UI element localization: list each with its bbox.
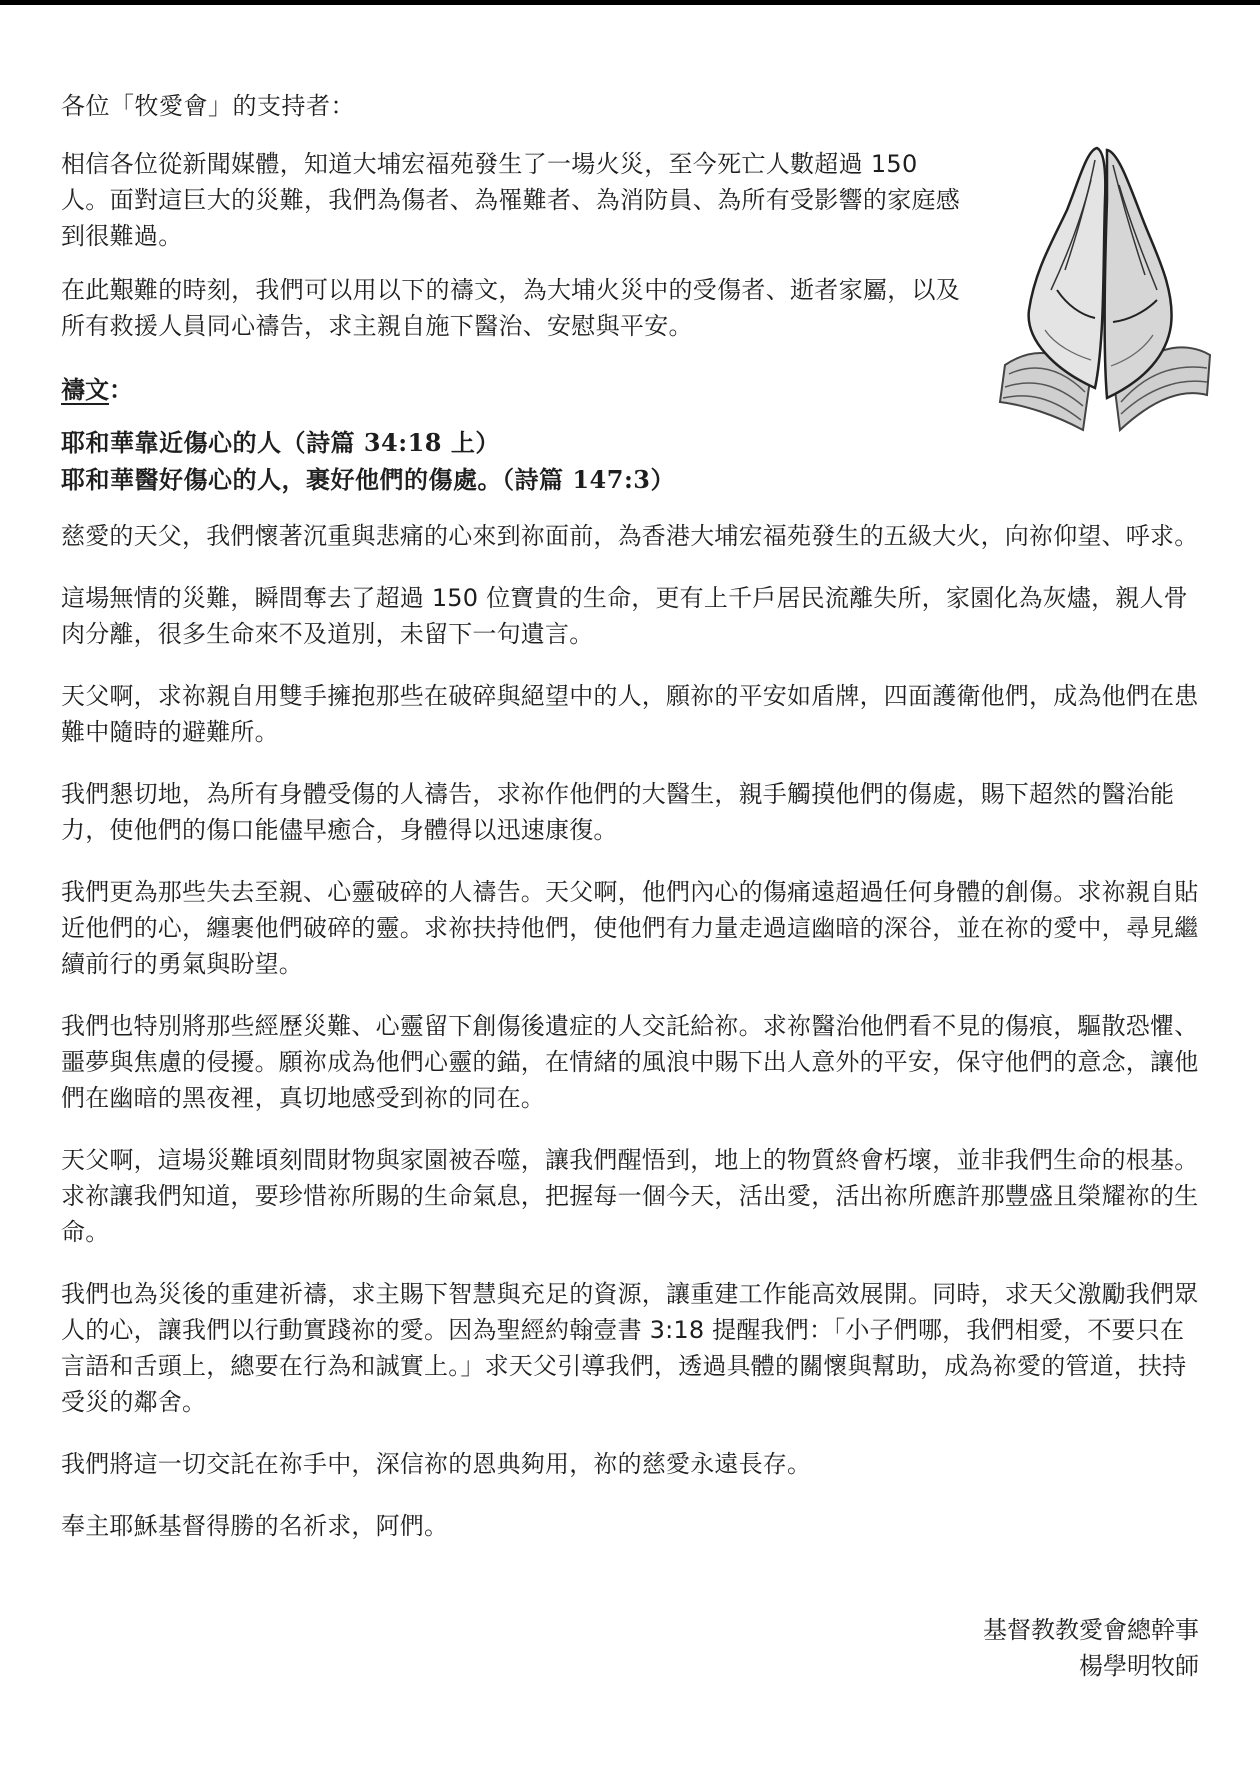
prayer-heading-colon: ：: [109, 375, 133, 404]
praying-hands-icon: [995, 140, 1215, 450]
signature-title: 基督教教愛會總幹事: [983, 1616, 1199, 1644]
greeting: 各位「牧愛會」的支持者：: [61, 92, 355, 120]
prayer-paragraph: 我們也為災後的重建祈禱，求主賜下智慧與充足的資源，讓重建工作能高效展開。同時，求天父激勵我們眾人的心，讓我們以行動實踐祢的愛。因為聖經約翰壹書 3:18 提醒我們：「小子們哪，我們相愛，不要只在言語和舌頭上，總要在行為和誠實上。」求天父引導我們，透過具體的關懷與幫助，成為祢愛的管道，扶持受災的鄰舍。: [61, 1280, 1199, 1416]
prayer-paragraph: 我們更為那些失去至親、心靈破碎的人禱告。天父啊，他們內心的傷痛遠超過任何身體的創傷。求祢親自貼近他們的心，纏裹他們破碎的靈。求祢扶持他們，使他們有力量走過這幽暗的深谷，並在祢的愛中，尋見繼續前行的勇氣與盼望。: [61, 878, 1199, 978]
prayer-paragraph: 天父啊，求祢親自用雙手擁抱那些在破碎與絕望中的人，願祢的平安如盾牌，四面護衛他們，成為他們在患難中隨時的避難所。: [61, 682, 1199, 746]
prayer-paragraph: 天父啊，這場災難頃刻間財物與家園被吞噬，讓我們醒悟到，地上的物質終會朽壞，並非我們生命的根基。求祢讓我們知道，要珍惜祢所賜的生命氣息，把握每一個今天，活出愛，活出祢所應許那豐盛且榮耀祢的生命。: [61, 1146, 1199, 1246]
prayer-paragraph: 我們也特別將那些經歷災難、心靈留下創傷後遺症的人交託給祢。求祢醫治他們看不見的傷痕，驅散恐懼、噩夢與焦慮的侵擾。願祢成為他們心靈的錨，在情緒的風浪中賜下出人意外的平安，保守他們的意念，讓他們在幽暗的黑夜裡，真切地感受到祢的同在。: [61, 1012, 1199, 1112]
verse-psalm-147: 耶和華醫好傷心的人，裹好他們的傷處。（詩篇 147:3）: [61, 465, 676, 494]
prayer-heading-label: 禱文: [61, 375, 109, 404]
verse-psalm-34: 耶和華靠近傷心的人（詩篇 34:18 上）: [61, 428, 500, 457]
intro-paragraph-1: 相信各位從新聞媒體，知道大埔宏福苑發生了一場火災，至今死亡人數超過 150 人。面對這巨大的災難，我們為傷者、為罹難者、為消防員、為所有受影響的家庭感到很難過。: [61, 150, 961, 250]
prayer-closing: 奉主耶穌基督得勝的名祈求，阿們。: [61, 1512, 449, 1540]
prayer-paragraph: 我們將這一切交託在祢手中，深信祢的恩典夠用，祢的慈愛永遠長存。: [61, 1450, 812, 1478]
prayer-paragraph: 我們懇切地，為所有身體受傷的人禱告，求祢作他們的大醫生，親手觸摸他們的傷處，賜下超然的醫治能力，使他們的傷口能儘早癒合，身體得以迅速康復。: [61, 780, 1175, 844]
intro-paragraph-2: 在此艱難的時刻，我們可以用以下的禱文，為大埔火災中的受傷者、逝者家屬，以及所有救援人員同心禱告，求主親自施下醫治、安慰與平安。: [61, 276, 961, 340]
signature-block: [983, 1612, 1199, 1684]
prayer-paragraph: 慈愛的天父，我們懷著沉重與悲痛的心來到祢面前，為香港大埔宏福苑發生的五級大火，向祢仰望、呼求。: [61, 522, 1199, 550]
prayer-paragraph: 這場無情的災難，瞬間奪去了超過 150 位寶貴的生命，更有上千戶居民流離失所，家園化為灰燼，親人骨肉分離，很多生命來不及道別，未留下一句遺言。: [61, 584, 1188, 648]
signature-name: 楊學明牧師: [1079, 1652, 1199, 1680]
top-border: [0, 0, 1260, 5]
